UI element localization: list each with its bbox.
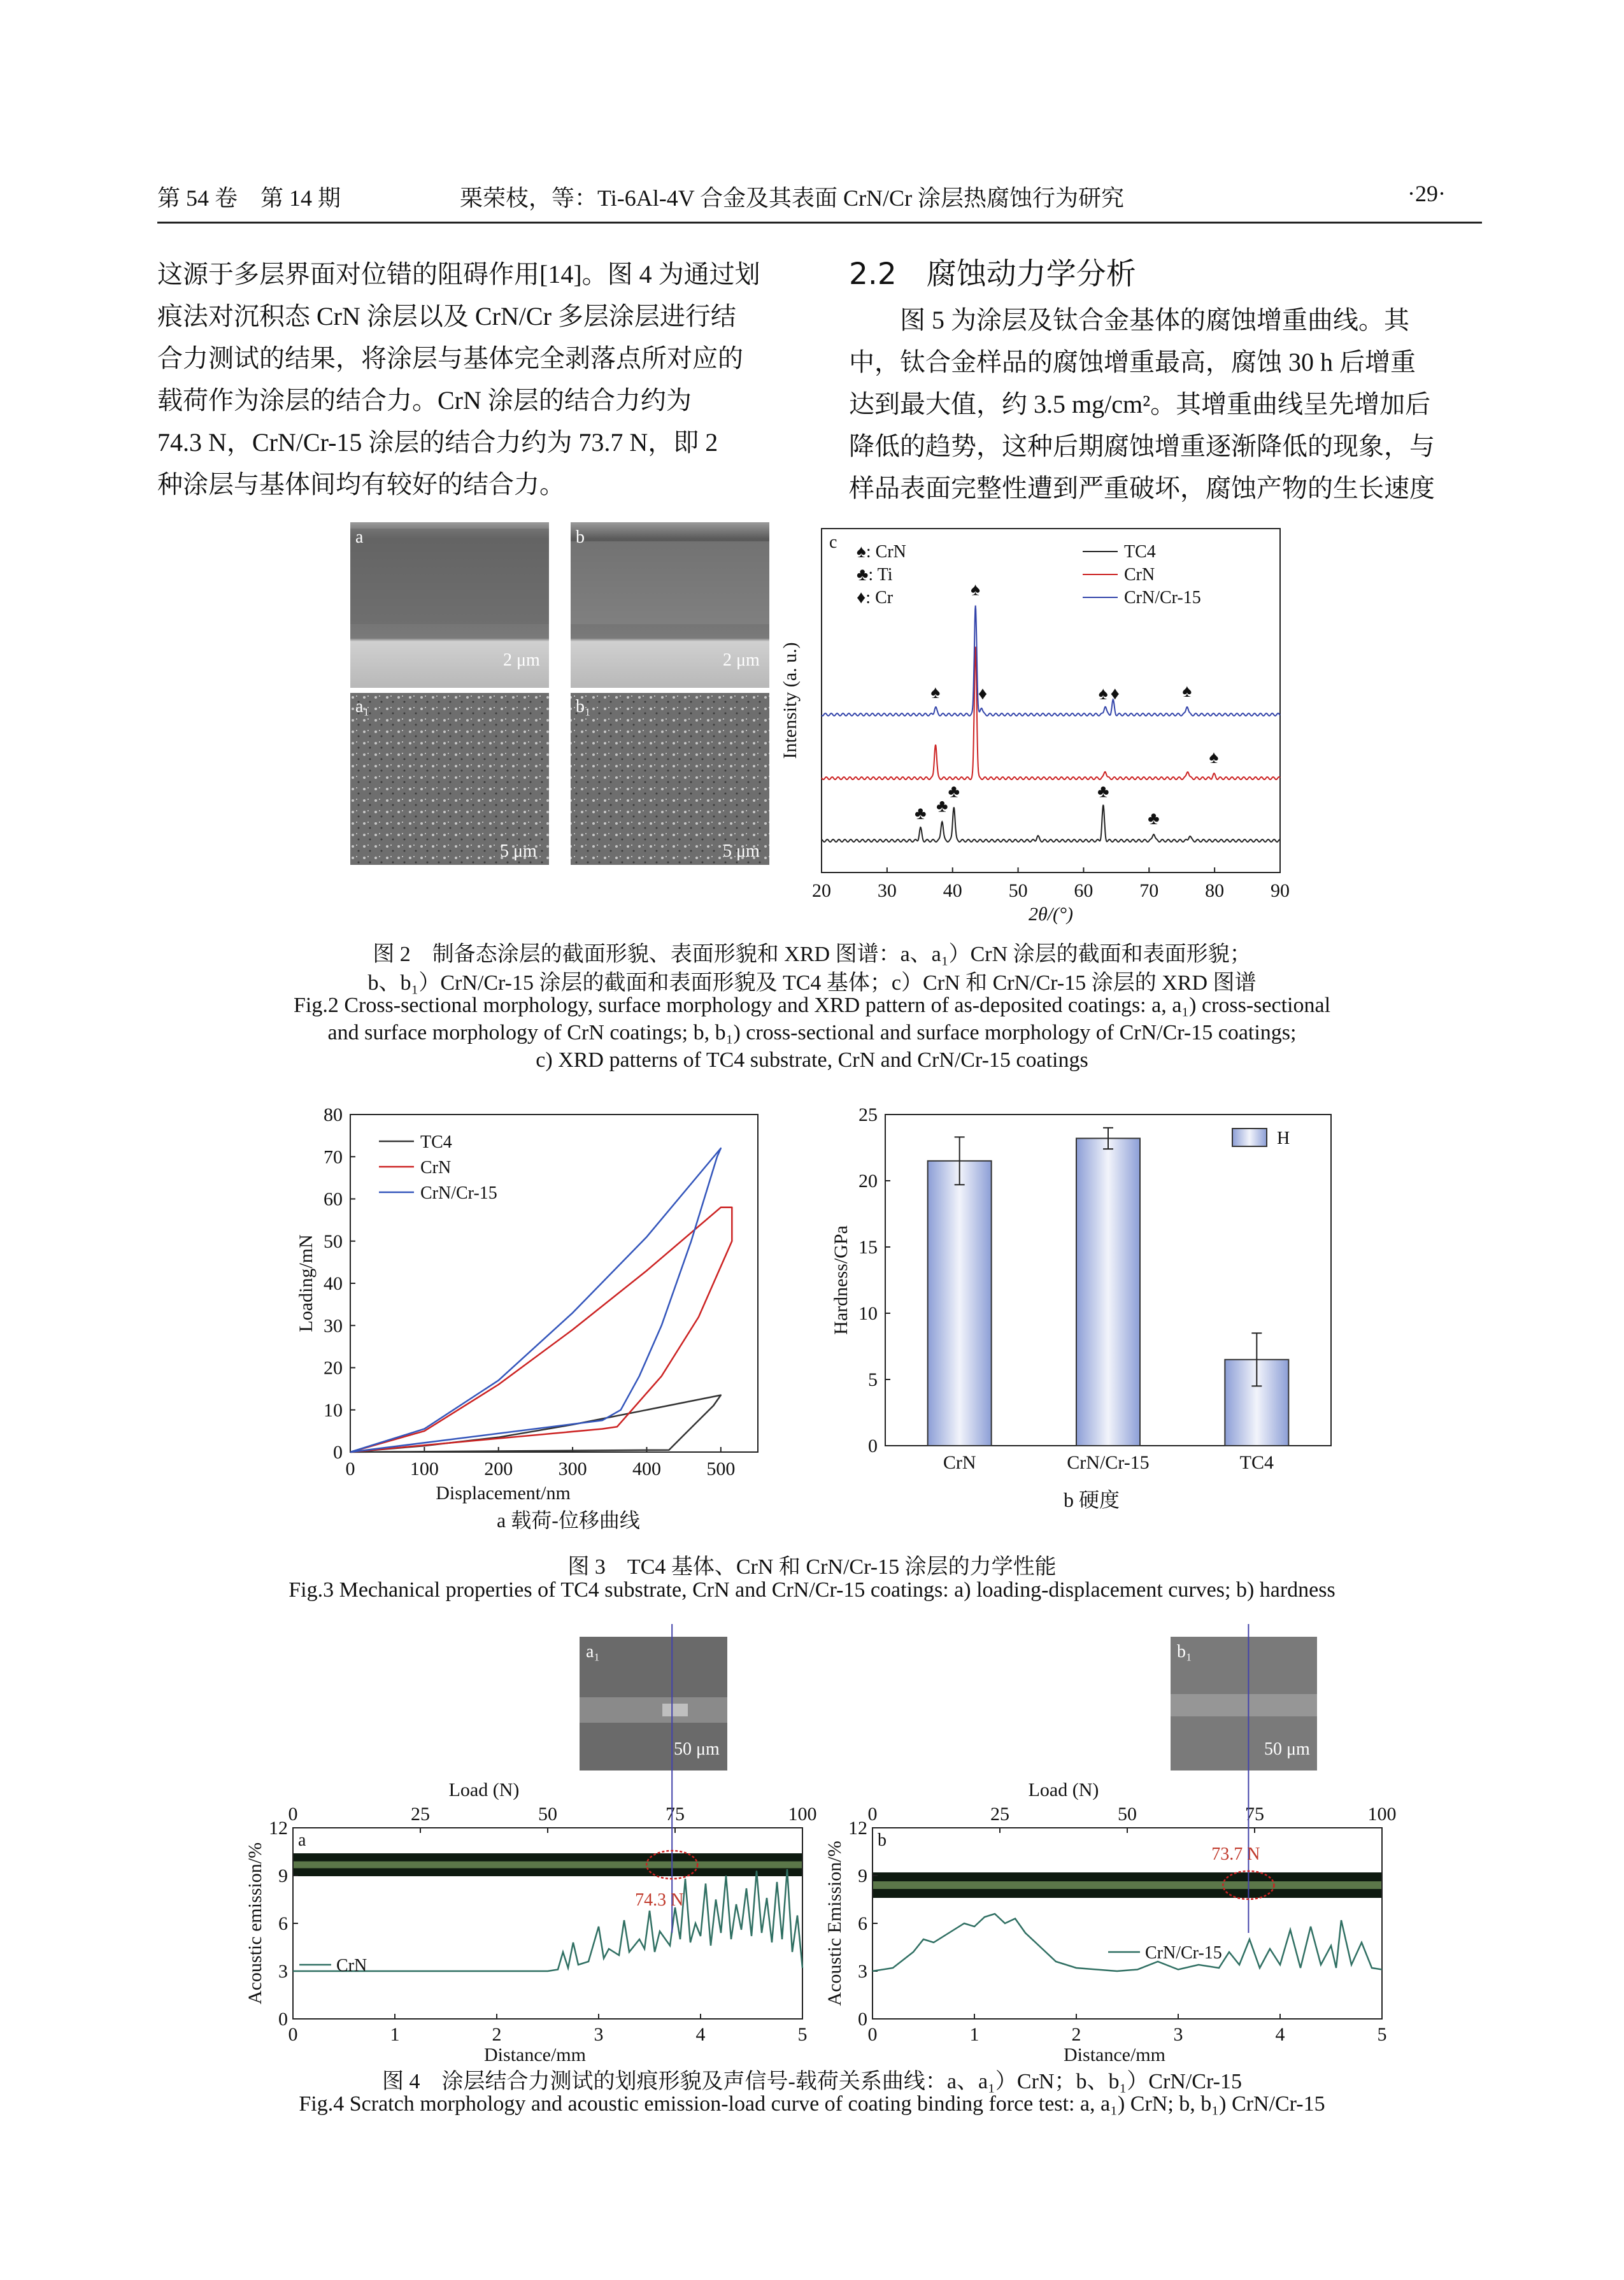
xrd-peak-marker: ♣ xyxy=(1097,781,1109,802)
ae_b-xtick-label: 2 xyxy=(1071,2024,1081,2045)
right-line-1: 图 5 为涂层及钛合金基体的腐蚀增重曲线。其 xyxy=(900,306,1409,334)
xrd-xtick-label: 70 xyxy=(1139,880,1159,901)
xrd-peak-marker: ♣ xyxy=(915,804,927,824)
hardness-ytick-label: 20 xyxy=(858,1171,878,1192)
xrd-legend-item: CrN/Cr-15 xyxy=(1124,588,1201,608)
loading-chart xyxy=(280,1104,822,1541)
panel-label-a1: a₁ xyxy=(355,697,370,716)
hardness-ytick-label: 10 xyxy=(858,1303,878,1324)
header-rule xyxy=(157,222,1482,224)
loading-series-CrN xyxy=(350,1208,732,1452)
ae_b-x2tick-label: 25 xyxy=(990,1804,1009,1825)
hardness-legend-item: H xyxy=(1277,1129,1290,1148)
hardness-category-label: CrN xyxy=(943,1452,976,1473)
ae_a-x2tick-label: 25 xyxy=(411,1804,430,1825)
xrd-xtick-label: 90 xyxy=(1271,880,1290,901)
ae_b-xtick-label: 4 xyxy=(1275,2024,1285,2045)
fig2-caption-en-1: Fig.2 Cross-sectional morphology, surface morphology and XRD pattern of as-deposited coatings: a, a₁) cross-sectional xyxy=(293,994,1331,1017)
left-line-1: 这源于多层界面对位错的阻碍作用[14]。图 4 为通过划 xyxy=(157,260,760,289)
ae-b-legend-item: CrN/Cr-15 xyxy=(1145,1943,1222,1963)
loading-xtick-label: 500 xyxy=(706,1458,736,1479)
loading-legend-item: TC4 xyxy=(420,1132,452,1152)
ae_a-xtick-label: 5 xyxy=(797,2024,808,2045)
header-volume: 第 54 卷 第 14 期 xyxy=(157,185,341,211)
xrd-legend-item: CrN xyxy=(1124,565,1155,585)
xrd-peak-marker: ♦ xyxy=(1110,684,1120,704)
ae_b-x2tick-label: 0 xyxy=(867,1804,878,1825)
ae_b-ytick-label: 0 xyxy=(858,2009,867,2030)
xrd-xlabel: 2θ/(°) xyxy=(1028,904,1074,925)
loading-series-TC4 xyxy=(350,1395,721,1452)
ae_a-series xyxy=(293,1869,802,1971)
xrd-chart xyxy=(780,522,1293,925)
ae_b-xtick-label: 0 xyxy=(867,2024,878,2045)
fig2-caption-en-3: c) XRD patterns of TC4 substrate, CrN and CrN/Cr-15 coatings xyxy=(536,1048,1088,1072)
loading-ytick-label: 60 xyxy=(324,1188,343,1210)
ae_b-x2tick-label: 75 xyxy=(1245,1804,1264,1825)
scratch-track-groove xyxy=(293,1862,802,1869)
xrd-xtick-label: 60 xyxy=(1074,880,1093,901)
scale-a1: 5 μm xyxy=(500,841,537,861)
ae_a-xtick-label: 4 xyxy=(695,2024,706,2045)
micro-b1-label: b₁ xyxy=(1177,1642,1192,1662)
hardness-ytick-label: 25 xyxy=(858,1104,878,1125)
panel-label-a: a xyxy=(355,527,364,547)
xrd-peak-marker: ♣ xyxy=(936,796,948,816)
xrd-peak-marker: ♣ xyxy=(1148,809,1160,829)
xrd-series-TC4 xyxy=(822,805,1280,842)
fig4-caption-cn: 图 4 涂层结合力测试的划痕形貌及声信号-载荷关系曲线：a、a₁）CrN；b、b₁）CrN/Cr-15 xyxy=(382,2070,1242,2093)
micro-a1-scale: 50 μm xyxy=(674,1739,720,1759)
fig3-caption-cn: 图 3 TC4 基体、CrN 和 CrN/Cr-15 涂层的力学性能 xyxy=(567,1555,1057,1579)
panel-label-b1: b₁ xyxy=(576,697,591,716)
right-line-3: 达到最大值，约 3.5 mg/cm²。其增重曲线呈先增加后 xyxy=(849,390,1431,418)
loading-frame xyxy=(350,1115,758,1452)
ae_b-xtick-label: 1 xyxy=(969,2024,979,2045)
loading-xtick-label: 400 xyxy=(632,1458,661,1479)
ae-a-annotation: 74.3 N xyxy=(635,1890,684,1910)
left-line-2: 痕法对沉积态 CrN 涂层以及 CrN/Cr 多层涂层进行结 xyxy=(157,302,736,331)
ae_b-xtick-label: 5 xyxy=(1377,2024,1387,2045)
ae_a-ylabel: Acoustic emission/% xyxy=(245,1842,266,2005)
ae_a-x2label: Load (N) xyxy=(448,1779,520,1800)
ae_b-x2tick-label: 100 xyxy=(1367,1804,1397,1825)
ae_a-ytick-label: 0 xyxy=(278,2009,288,2030)
xrd-ylabel: Intensity (a. u.) xyxy=(780,642,801,759)
xrd-peak-marker: ♣ xyxy=(948,781,960,802)
loading-legend-item: CrN xyxy=(420,1158,452,1178)
fig3-panel-b-label: b 硬度 xyxy=(1064,1488,1120,1511)
ae_a-xtick-label: 1 xyxy=(390,2024,400,2045)
micro-b1-scale: 50 μm xyxy=(1264,1739,1310,1759)
header-page: ·29· xyxy=(1407,181,1446,206)
hardness-category-label: CrN/Cr-15 xyxy=(1067,1452,1150,1473)
left-column xyxy=(157,253,794,506)
ae_a-xtick-label: 0 xyxy=(288,2024,298,2045)
ae_a-xtick-label: 2 xyxy=(492,2024,502,2045)
right-line-2: 中，钛合金样品的腐蚀增重最高，腐蚀 30 h 后增重 xyxy=(849,348,1416,376)
fig3-caption-en: Fig.3 Mechanical properties of TC4 substrate, CrN and CrN/Cr-15 coatings: a) loading-displacement curves; b) hardness xyxy=(288,1578,1336,1602)
loading-ytick-label: 10 xyxy=(324,1399,343,1421)
xrd-peak-marker: ♠ xyxy=(1209,748,1219,767)
ae_b-frame xyxy=(873,1828,1382,2019)
ae_a-x2tick-label: 75 xyxy=(666,1804,685,1825)
ae_b-series xyxy=(873,1914,1382,1971)
scale-a: 2 μm xyxy=(503,650,540,670)
sem-b1 xyxy=(571,693,769,865)
loading-ytick-label: 70 xyxy=(324,1146,343,1168)
ae_a-x2tick-label: 50 xyxy=(538,1804,557,1825)
ae_a-ytick-label: 12 xyxy=(269,1818,288,1839)
xrd-symbol-legend-item: ♦: Cr xyxy=(857,588,894,608)
left-line-5: 74.3 N，CrN/Cr-15 涂层的结合力约为 73.7 N，即 2 xyxy=(157,428,718,457)
xrd-peak-marker: ♠ xyxy=(971,580,981,600)
ae_b-ytick-label: 12 xyxy=(848,1818,867,1839)
ae_b-x2tick-label: 50 xyxy=(1118,1804,1137,1825)
ae-a-legend-item: CrN xyxy=(336,1956,367,1976)
ae_b-xtick-label: 3 xyxy=(1173,2024,1183,2045)
hardness-bar xyxy=(928,1161,992,1446)
scale-b: 2 μm xyxy=(723,650,760,670)
fig2-caption-cn-1: 图 2 制备态涂层的截面形貌、表面形貌和 XRD 图谱：a、a₁）CrN 涂层的截面和表面形貌； xyxy=(373,943,1251,966)
loading-xtick-label: 0 xyxy=(345,1458,355,1479)
loading-ytick-label: 30 xyxy=(324,1315,343,1337)
xrd-peak-marker: ♠ xyxy=(930,683,941,703)
sem-images xyxy=(350,522,771,866)
header-title: 栗荣枝，等：Ti-6Al-4V 合金及其表面 CrN/Cr 涂层热腐蚀行为研究 xyxy=(460,185,1125,211)
scratch-micrographs xyxy=(0,1630,1624,1777)
fig3-panel-a-label: a 载荷-位移曲线 xyxy=(497,1509,640,1532)
loading-xtick-label: 100 xyxy=(410,1458,439,1479)
scale-b1: 5 μm xyxy=(723,841,760,861)
right-line-4: 降低的趋势，这种后期腐蚀增重逐渐降低的现象，与 xyxy=(849,432,1435,460)
ae_b-ytick-label: 6 xyxy=(858,1913,867,1934)
ae-b-annotation: 73.7 N xyxy=(1211,1844,1260,1864)
hardness-legend-swatch xyxy=(1232,1129,1267,1146)
xrd-xtick-label: 80 xyxy=(1205,880,1225,901)
ae_a-x2tick-label: 0 xyxy=(288,1804,298,1825)
ae_b-ytick-label: 3 xyxy=(858,1961,867,1982)
loading-xlabel: Displacement/nm xyxy=(436,1483,571,1504)
loading-ylabel: Loading/mN xyxy=(296,1234,317,1332)
ae_a-ytick-label: 3 xyxy=(278,1961,288,1982)
ae-a-panel-label: a xyxy=(298,1830,306,1850)
ae_a-xlabel: Distance/mm xyxy=(484,2044,586,2065)
ae_b-ylabel: Acoustic Emission/% xyxy=(824,1841,845,2006)
micro-a1-label: a₁ xyxy=(586,1642,601,1662)
xrd-xtick-label: 20 xyxy=(812,880,831,901)
loading-ytick-label: 80 xyxy=(324,1104,343,1125)
xrd-panel-label: c xyxy=(829,532,837,552)
xrd-series-CrN/Cr-15 xyxy=(822,606,1280,716)
hardness-ytick-label: 0 xyxy=(868,1436,878,1457)
left-line-4: 载荷作为涂层的结合力。CrN 涂层的结合力约为 xyxy=(157,386,692,415)
xrd-xtick-label: 40 xyxy=(943,880,962,901)
hardness-ylabel: Hardness/GPa xyxy=(830,1225,851,1335)
ae-chart-a xyxy=(229,1771,817,2065)
loading-legend-item: CrN/Cr-15 xyxy=(420,1183,497,1203)
ae-b-panel-label: b xyxy=(878,1830,887,1850)
hardness-ytick-label: 5 xyxy=(868,1369,878,1390)
hardness-bar xyxy=(1076,1138,1140,1446)
ae_a-ytick-label: 9 xyxy=(278,1865,288,1886)
xrd-xtick-label: 50 xyxy=(1008,880,1028,901)
ae_b-ytick-label: 9 xyxy=(858,1865,867,1886)
left-line-6: 种涂层与基体间均有较好的结合力。 xyxy=(157,470,565,499)
loading-ytick-label: 0 xyxy=(333,1442,343,1463)
fig2-caption-cn-2: b、b₁）CrN/Cr-15 涂层的截面和表面形貌及 TC4 基体；c）CrN 和 CrN/Cr-15 涂层的 XRD 图谱 xyxy=(367,971,1257,995)
right-line-5: 样品表面完整性遭到严重破坏，腐蚀产物的生长速度 xyxy=(849,474,1435,502)
ae_a-xtick-label: 3 xyxy=(594,2024,604,2045)
xrd-peak-marker: ♦ xyxy=(978,684,988,704)
panel-label-b: b xyxy=(576,527,585,547)
loading-xtick-label: 200 xyxy=(484,1458,513,1479)
left-line-3: 合力测试的结果，将涂层与基体完全剥落点所对应的 xyxy=(157,344,743,373)
xrd-legend-item: TC4 xyxy=(1124,542,1156,562)
scratch-track-groove xyxy=(873,1881,1382,1889)
xrd-symbol-legend-item: ♣: Ti xyxy=(857,565,893,585)
sem-a1 xyxy=(350,693,549,865)
xrd-symbol-legend-item: ♠: CrN xyxy=(857,542,906,562)
ae_a-ytick-label: 6 xyxy=(278,1913,288,1934)
hardness-chart xyxy=(830,1104,1344,1528)
loading-ytick-label: 20 xyxy=(324,1357,343,1379)
hardness-ytick-label: 15 xyxy=(858,1237,878,1258)
xrd-xtick-label: 30 xyxy=(877,880,897,901)
ae_a-x2tick-label: 100 xyxy=(788,1804,817,1825)
loading-xtick-label: 300 xyxy=(558,1458,587,1479)
xrd-peak-marker: ♠ xyxy=(1182,681,1192,702)
hardness-category-label: TC4 xyxy=(1239,1452,1274,1473)
fig4-caption-en: Fig.4 Scratch morphology and acoustic emission-load curve of coating binding force test: a, a₁) CrN; b, b₁) CrN/Cr-15 xyxy=(299,2092,1325,2116)
section-title: 2.2 腐蚀动力学分析 xyxy=(849,257,1136,292)
loading-ytick-label: 50 xyxy=(324,1230,343,1252)
fig2-caption-en-2: and surface morphology of CrN coatings; b, b₁) cross-sectional and surface morphology of CrN/Cr-15 coatings; xyxy=(327,1021,1297,1044)
ae_b-xlabel: Distance/mm xyxy=(1064,2044,1165,2065)
xrd-peak-marker: ♠ xyxy=(1098,684,1108,704)
ae-chart-b xyxy=(809,1771,1407,2065)
right-column xyxy=(849,253,1483,509)
loading-ytick-label: 40 xyxy=(324,1273,343,1294)
ae_b-x2label: Load (N) xyxy=(1028,1779,1099,1800)
